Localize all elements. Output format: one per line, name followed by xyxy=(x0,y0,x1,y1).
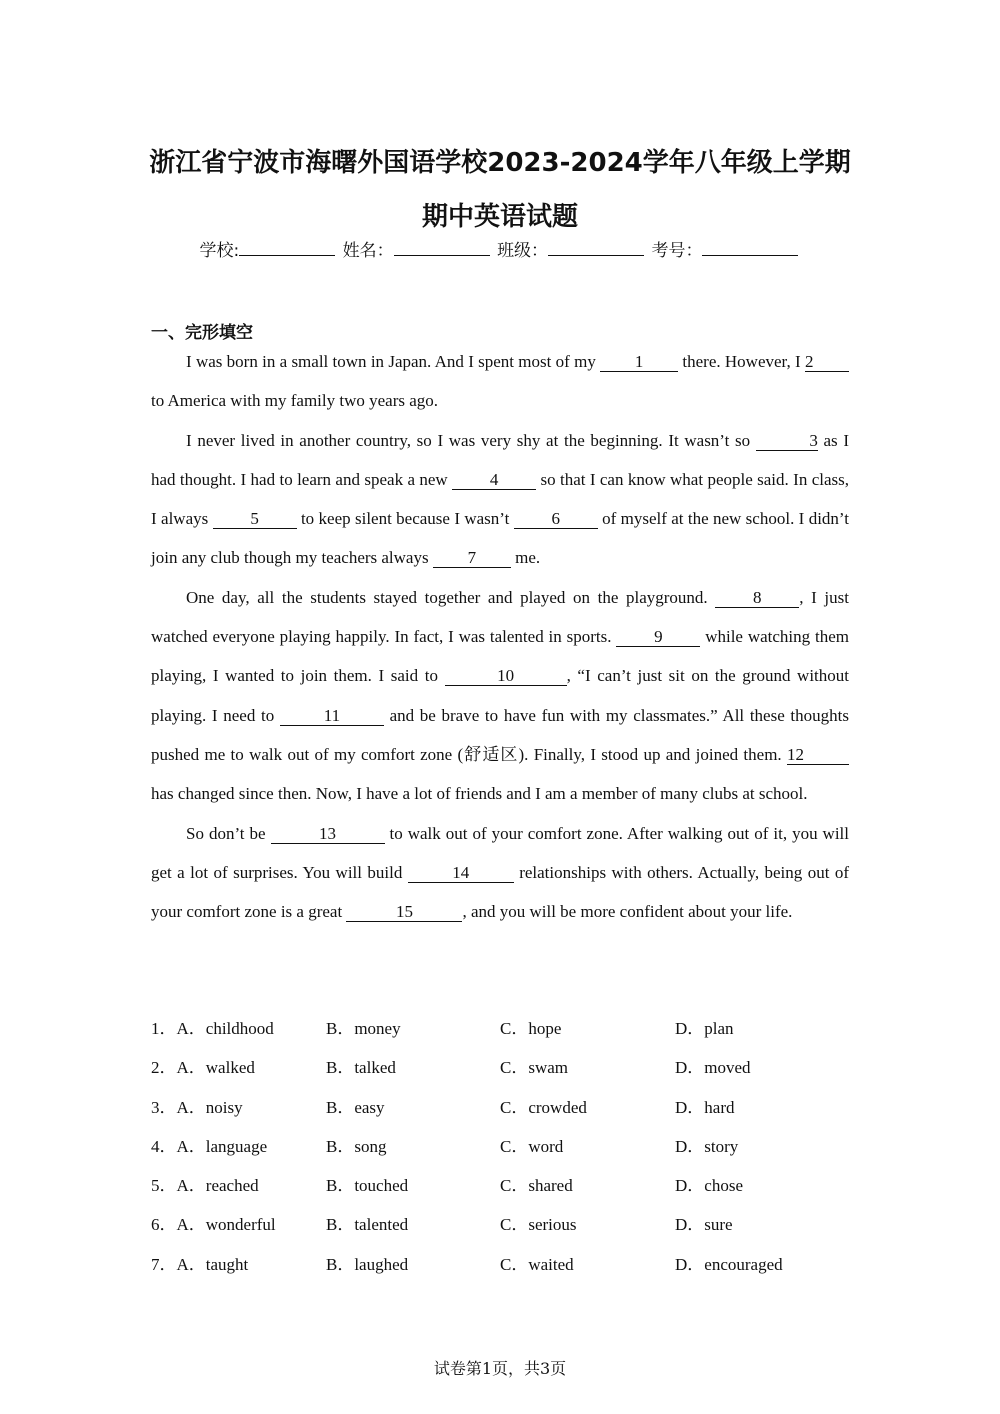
option-a[interactable] xyxy=(151,1048,255,1087)
passage-text: has changed since then. Now, I have a lot of friends and I am a member of many clubs at school. xyxy=(151,784,808,804)
blank-15[interactable]: 15 xyxy=(346,903,462,922)
passage-text: to walk out of your comfort zone. After walking out of it, you will get a lot of surprises. You will build xyxy=(151,823,849,882)
blank-1[interactable]: 1 xyxy=(600,353,678,372)
question-number: 3． xyxy=(151,1097,177,1117)
option-a-text: A．taught xyxy=(176,1254,249,1274)
passage-text: One day, all the students stayed together and played on the playground. xyxy=(186,587,716,607)
option-b[interactable]: B．song xyxy=(326,1136,387,1156)
passage-text: , I just watched everyone playing happily. In fact, I was talented in sports. xyxy=(151,587,849,647)
option-a-text: A．language xyxy=(176,1136,268,1156)
passage-text: to America with my family two years ago. xyxy=(151,391,439,411)
cloze-passage xyxy=(151,342,849,931)
question-number: 4． xyxy=(151,1136,177,1156)
passage-text: relationships with others. Actually, being out of your comfort zone is a great xyxy=(151,862,849,922)
option-b[interactable]: B．easy xyxy=(326,1097,385,1117)
name-field[interactable] xyxy=(394,237,490,256)
option-c[interactable]: C．shared xyxy=(500,1176,573,1196)
option-d[interactable]: D．chose xyxy=(675,1176,743,1196)
passage-text: so that I can know what people said. In class, I always xyxy=(151,469,849,529)
option-d[interactable]: D．moved xyxy=(675,1058,751,1078)
passage-text: there. However, I xyxy=(678,352,805,371)
question-row xyxy=(151,1127,851,1166)
passage-paragraph-3 xyxy=(151,578,849,814)
page-footer: 试卷第1页，共3页 xyxy=(433,1359,567,1378)
option-a-text: A．noisy xyxy=(176,1097,243,1117)
option-d[interactable]: D．hard xyxy=(675,1097,735,1117)
option-d[interactable]: D．plan xyxy=(675,1019,734,1038)
option-a[interactable] xyxy=(151,1009,274,1048)
option-c[interactable]: C．hope xyxy=(500,1019,562,1038)
blank-6[interactable]: 6 xyxy=(514,510,598,529)
passage-text: I was born in a small town in Japan. And I spent most of my xyxy=(186,352,601,371)
section-title: 一、完形填空 xyxy=(151,323,253,343)
passage-paragraph-1 xyxy=(151,342,849,421)
blank-10[interactable]: 10 xyxy=(445,667,567,686)
passage-text: me. xyxy=(510,548,541,568)
page-title-line-1: 浙江省宁波市海曙外国语学校2023-2024学年八年级上学期 xyxy=(149,148,851,178)
passage-text: to keep silent because I wasn’t xyxy=(296,509,514,529)
option-a-text: A．reached xyxy=(176,1176,259,1196)
option-a[interactable] xyxy=(151,1166,259,1205)
option-a-text: A．childhood xyxy=(176,1019,274,1038)
option-b[interactable]: B．touched xyxy=(326,1176,409,1196)
option-a[interactable] xyxy=(151,1205,276,1244)
question-number: 6． xyxy=(151,1215,177,1235)
blank-2[interactable]: 2 xyxy=(805,353,849,372)
blank-12[interactable]: 12 xyxy=(787,746,849,765)
option-c[interactable]: C．serious xyxy=(500,1215,577,1235)
option-a-text: A．walked xyxy=(176,1058,255,1078)
option-b[interactable]: B．laughed xyxy=(326,1254,409,1274)
blank-11[interactable]: 11 xyxy=(280,707,384,726)
option-b[interactable]: B．money xyxy=(326,1019,401,1038)
passage-paragraph-2 xyxy=(151,421,849,578)
option-c[interactable]: C．swam xyxy=(500,1058,568,1078)
passage-paragraph-4 xyxy=(151,814,849,932)
option-d[interactable]: D．sure xyxy=(675,1215,733,1235)
question-number: 7． xyxy=(151,1254,177,1274)
passage-text: , “I can’t just sit on the ground without playing. I need to xyxy=(151,666,849,725)
option-a[interactable] xyxy=(151,1088,243,1127)
question-row xyxy=(151,1009,851,1048)
option-b[interactable]: B．talked xyxy=(326,1058,396,1078)
question-row xyxy=(151,1166,851,1205)
blank-13[interactable]: 13 xyxy=(271,825,385,844)
blank-3[interactable]: 3 xyxy=(756,432,818,451)
option-d[interactable]: D．story xyxy=(675,1136,739,1156)
question-number: 2． xyxy=(151,1058,177,1078)
blank-8[interactable]: 8 xyxy=(715,589,799,608)
blank-14[interactable]: 14 xyxy=(408,864,514,883)
passage-text: , and you will be more confident about your life. xyxy=(462,902,793,922)
option-c[interactable]: C．word xyxy=(500,1136,564,1156)
blank-5[interactable]: 5 xyxy=(213,510,297,529)
passage-text: of myself at the new school. I didn’t join any club though my teachers always xyxy=(151,509,849,568)
school-field[interactable] xyxy=(239,237,335,256)
class-label: 班级： xyxy=(497,241,549,261)
question-number: 1． xyxy=(151,1019,177,1038)
exam-number-label: 考号： xyxy=(651,241,703,261)
name-label: 姓名： xyxy=(342,241,394,261)
student-info-fields xyxy=(0,236,1000,261)
question-number: 5． xyxy=(151,1176,177,1196)
question-row xyxy=(151,1245,851,1284)
option-a[interactable] xyxy=(151,1127,267,1166)
blank-9[interactable]: 9 xyxy=(616,628,700,647)
option-c[interactable]: C．crowded xyxy=(500,1097,587,1117)
blank-7[interactable]: 7 xyxy=(433,549,511,568)
answer-options xyxy=(151,1009,851,1284)
blank-4[interactable]: 4 xyxy=(452,471,536,490)
option-c[interactable]: C．waited xyxy=(500,1254,574,1274)
option-a[interactable] xyxy=(151,1245,248,1284)
class-field[interactable] xyxy=(548,237,644,256)
option-d[interactable]: D．encouraged xyxy=(675,1254,783,1274)
exam-number-field[interactable] xyxy=(702,237,798,256)
option-a-text: A．wonderful xyxy=(176,1215,276,1235)
question-row xyxy=(151,1088,851,1127)
option-b[interactable]: B．talented xyxy=(326,1215,409,1235)
passage-text: while watching them playing, I wanted to join them. I said to xyxy=(151,627,849,686)
passage-text: as I had thought. I had to learn and speak a new xyxy=(151,430,849,489)
question-row xyxy=(151,1048,851,1087)
page-title-line-2: 期中英语试题 xyxy=(421,202,578,232)
passage-text: So don’t be xyxy=(186,823,271,843)
school-label: 学校: xyxy=(199,241,240,261)
question-row xyxy=(151,1205,851,1244)
passage-text: and be brave to have fun with my classmates.” All these thoughts pushed me to walk out of my comfort zone (舒适区). Finally, I stood up and joined them. xyxy=(151,705,849,764)
passage-text: I never lived in another country, so I was very shy at the beginning. It wasn’t so xyxy=(186,430,756,450)
